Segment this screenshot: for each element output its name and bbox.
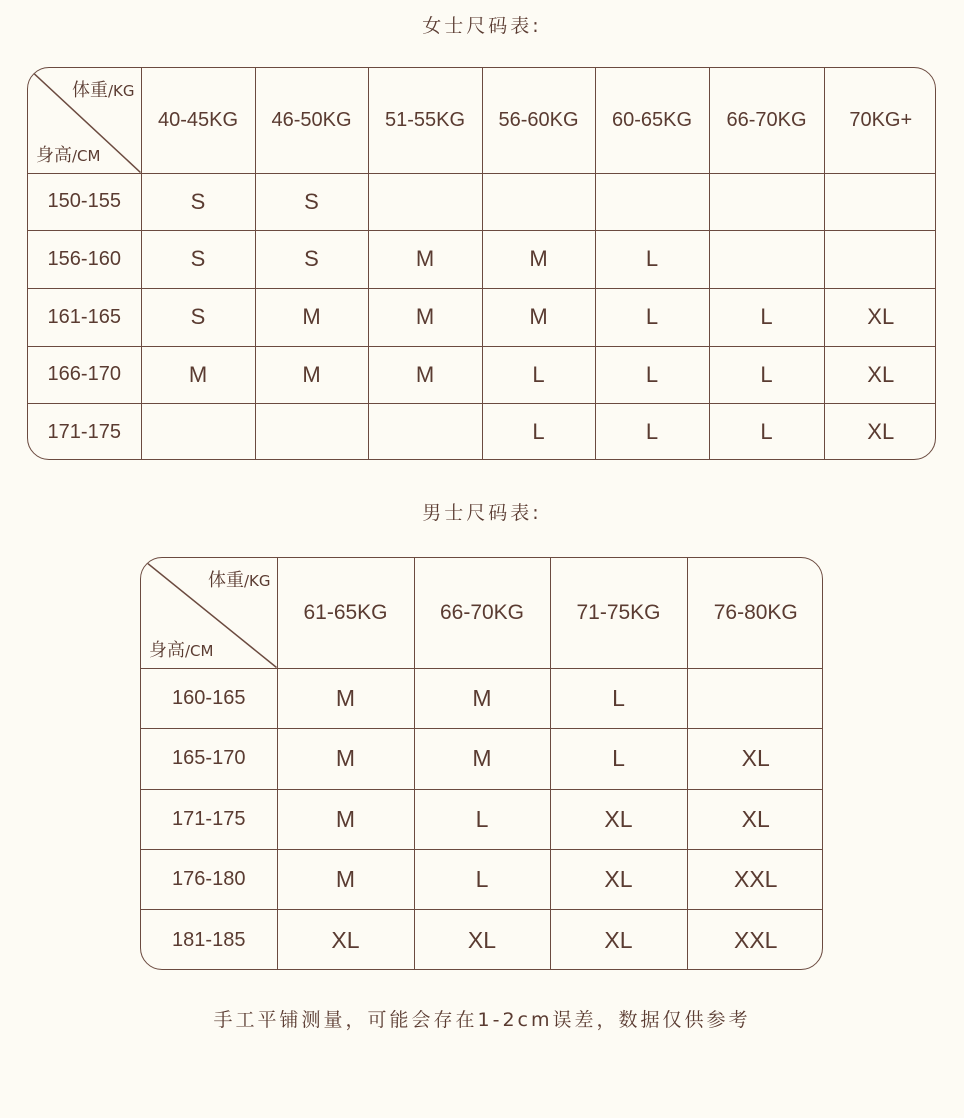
size-cell: M xyxy=(482,288,595,346)
corner-header-cell xyxy=(28,68,141,173)
size-cell: XL xyxy=(277,909,414,970)
size-cell: XL xyxy=(824,346,936,403)
size-cell: L xyxy=(709,288,824,346)
table-row xyxy=(28,403,936,460)
size-cell: S xyxy=(141,230,255,288)
size-cell: L xyxy=(414,789,550,849)
size-cell: XL xyxy=(824,403,936,460)
table-header-row xyxy=(141,558,823,668)
table-row xyxy=(141,909,823,970)
column-header: 60-65KG xyxy=(595,68,709,173)
row-header: 166-170 xyxy=(28,346,141,403)
weight-axis-label: 体重/KG xyxy=(207,570,271,591)
size-cell: L xyxy=(595,346,709,403)
size-cell: XXL xyxy=(687,909,823,970)
column-header: 70KG+ xyxy=(824,68,936,173)
column-header: 51-55KG xyxy=(368,68,482,173)
size-cell: M xyxy=(482,230,595,288)
corner-header-cell xyxy=(141,558,277,668)
size-cell: L xyxy=(550,728,687,789)
table-row xyxy=(141,849,823,909)
size-cell: M xyxy=(368,230,482,288)
size-cell: M xyxy=(414,668,550,728)
measurement-disclaimer: 手工平铺测量，可能会存在1-2cm误差，数据仅供参考 xyxy=(213,1009,751,1031)
size-cell: M xyxy=(368,346,482,403)
size-cell: XL xyxy=(687,789,823,849)
size-cell: L xyxy=(414,849,550,909)
column-header: 66-70KG xyxy=(414,558,550,668)
size-cell: L xyxy=(595,403,709,460)
table-row xyxy=(28,230,936,288)
men-size-chart-title: 男士尺码表: xyxy=(422,502,542,524)
size-cell: M xyxy=(277,789,414,849)
table-row xyxy=(141,668,823,728)
size-cell: L xyxy=(709,403,824,460)
size-cell: M xyxy=(277,668,414,728)
size-cell: M xyxy=(277,849,414,909)
row-header: 181-185 xyxy=(141,909,277,970)
table-row xyxy=(28,288,936,346)
row-header: 160-165 xyxy=(141,668,277,728)
size-cell: M xyxy=(414,728,550,789)
size-cell: XXL xyxy=(687,849,823,909)
men-size-chart xyxy=(140,557,823,970)
size-cell xyxy=(824,173,936,230)
size-cell: S xyxy=(255,173,368,230)
row-header: 171-175 xyxy=(141,789,277,849)
table-row xyxy=(28,346,936,403)
size-cell: XL xyxy=(414,909,550,970)
table-row xyxy=(28,173,936,230)
size-cell: XL xyxy=(550,789,687,849)
size-cell: M xyxy=(141,346,255,403)
height-axis-label: 身高/CM xyxy=(36,144,101,166)
size-cell xyxy=(482,173,595,230)
table-header-row xyxy=(28,68,936,173)
size-cell: XL xyxy=(550,849,687,909)
column-header: 46-50KG xyxy=(255,68,368,173)
size-cell: L xyxy=(550,668,687,728)
table-row xyxy=(141,789,823,849)
row-header: 161-165 xyxy=(28,288,141,346)
height-axis-label: 身高/CM xyxy=(149,639,214,661)
size-cell xyxy=(687,668,823,728)
size-cell: L xyxy=(595,230,709,288)
size-cell: L xyxy=(709,346,824,403)
size-cell xyxy=(824,230,936,288)
column-header: 71-75KG xyxy=(550,558,687,668)
weight-axis-label: 体重/KG xyxy=(71,80,135,101)
row-header: 156-160 xyxy=(28,230,141,288)
size-cell xyxy=(141,403,255,460)
size-cell: S xyxy=(255,230,368,288)
row-header: 176-180 xyxy=(141,849,277,909)
size-cell: M xyxy=(255,346,368,403)
row-header: 165-170 xyxy=(141,728,277,789)
size-cell: XL xyxy=(824,288,936,346)
size-cell xyxy=(709,173,824,230)
size-cell: XL xyxy=(687,728,823,789)
column-header: 66-70KG xyxy=(709,68,824,173)
size-cell: L xyxy=(482,346,595,403)
women-size-table xyxy=(28,68,936,460)
column-header: 40-45KG xyxy=(141,68,255,173)
size-cell xyxy=(595,173,709,230)
size-cell xyxy=(255,403,368,460)
size-cell xyxy=(368,173,482,230)
size-cell xyxy=(368,403,482,460)
size-cell xyxy=(709,230,824,288)
column-header: 61-65KG xyxy=(277,558,414,668)
size-cell: L xyxy=(595,288,709,346)
size-cell: M xyxy=(277,728,414,789)
size-cell: M xyxy=(255,288,368,346)
row-header: 171-175 xyxy=(28,403,141,460)
size-cell: XL xyxy=(550,909,687,970)
women-size-chart xyxy=(27,67,936,460)
size-cell: L xyxy=(482,403,595,460)
size-cell: S xyxy=(141,173,255,230)
column-header: 76-80KG xyxy=(687,558,823,668)
table-row xyxy=(141,728,823,789)
row-header: 150-155 xyxy=(28,173,141,230)
size-cell: M xyxy=(368,288,482,346)
men-size-table xyxy=(141,558,823,970)
column-header: 56-60KG xyxy=(482,68,595,173)
women-size-chart-title: 女士尺码表: xyxy=(422,15,542,37)
size-cell: S xyxy=(141,288,255,346)
